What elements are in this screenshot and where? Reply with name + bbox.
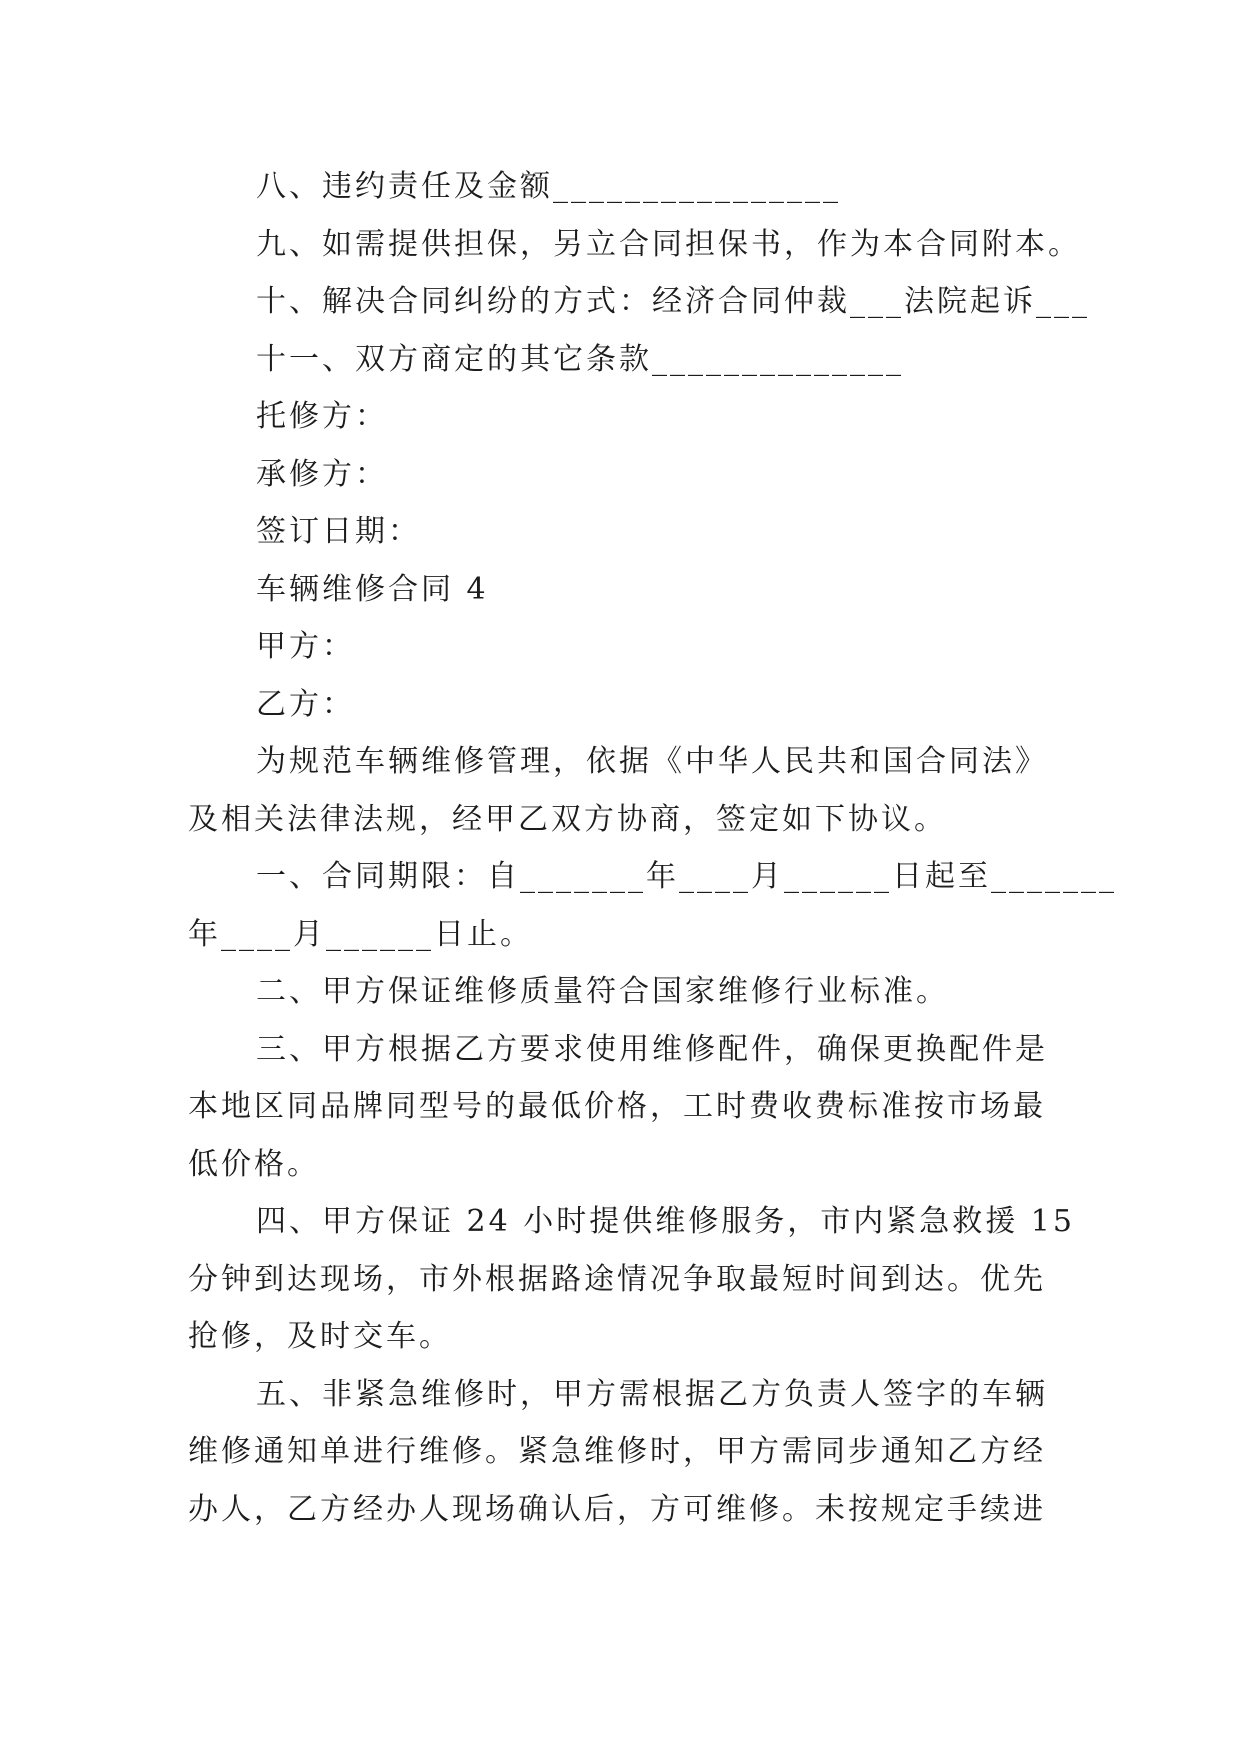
preamble-line-1: 为规范车辆维修管理，依据《中华人民共和国合同法》: [256, 744, 1048, 779]
clause-9-guarantee: 九、如需提供担保，另立合同担保书，作为本合同附本。: [256, 226, 1081, 262]
service-clause-line-2: 分钟到达现场，市外根据路途情况争取最短时间到达。优先: [188, 1261, 1046, 1297]
quality-clause: 二、甲方保证维修质量符合国家维修行业标准。: [256, 974, 949, 1009]
clause-8-breach-liability: 八、违约责任及金额________________: [256, 169, 841, 204]
parts-clause-line-3: 低价格。: [188, 1146, 320, 1182]
client-party-label: 托修方：: [256, 399, 388, 434]
clause-11-other-terms: 十一、双方商定的其它条款______________: [256, 341, 904, 377]
service-clause-line-1: 四、甲方保证 24 小时提供维修服务，市内紧急救援 15: [256, 1204, 1075, 1239]
contract-4-title: 车辆维修合同 4: [256, 571, 489, 607]
procedure-clause-line-2: 维修通知单进行维修。紧急维修时，甲方需同步通知乙方经: [188, 1434, 1046, 1469]
contractor-party-label: 承修方：: [256, 456, 388, 492]
term-clause-line-1: 一、合同期限：自_______年____月______日起至_______: [256, 859, 1117, 894]
document-body: [188, 158, 1117, 1538]
term-clause-line-2: 年____月______日止。: [188, 916, 533, 952]
procedure-clause-line-3: 办人，乙方经办人现场确认后，方可维修。未按规定手续进: [188, 1491, 1046, 1527]
procedure-clause-line-1: 五、非紧急维修时，甲方需根据乙方负责人签字的车辆: [256, 1376, 1048, 1412]
signing-date-label: 签订日期：: [256, 514, 421, 549]
parts-clause-line-1: 三、甲方根据乙方要求使用维修配件，确保更换配件是: [256, 1031, 1048, 1067]
parts-clause-line-2: 本地区同品牌同型号的最低价格，工时费收费标准按市场最: [188, 1089, 1046, 1124]
clause-10-dispute-resolution: 十、解决合同纠纷的方式：经济合同仲裁___法院起诉___: [256, 284, 1090, 319]
service-clause-line-3: 抢修，及时交车。: [188, 1319, 452, 1354]
party-a-label: 甲方：: [256, 629, 355, 664]
party-b-label: 乙方：: [256, 686, 355, 722]
preamble-line-2: 及相关法律法规，经甲乙双方协商，签定如下协议。: [188, 801, 947, 837]
